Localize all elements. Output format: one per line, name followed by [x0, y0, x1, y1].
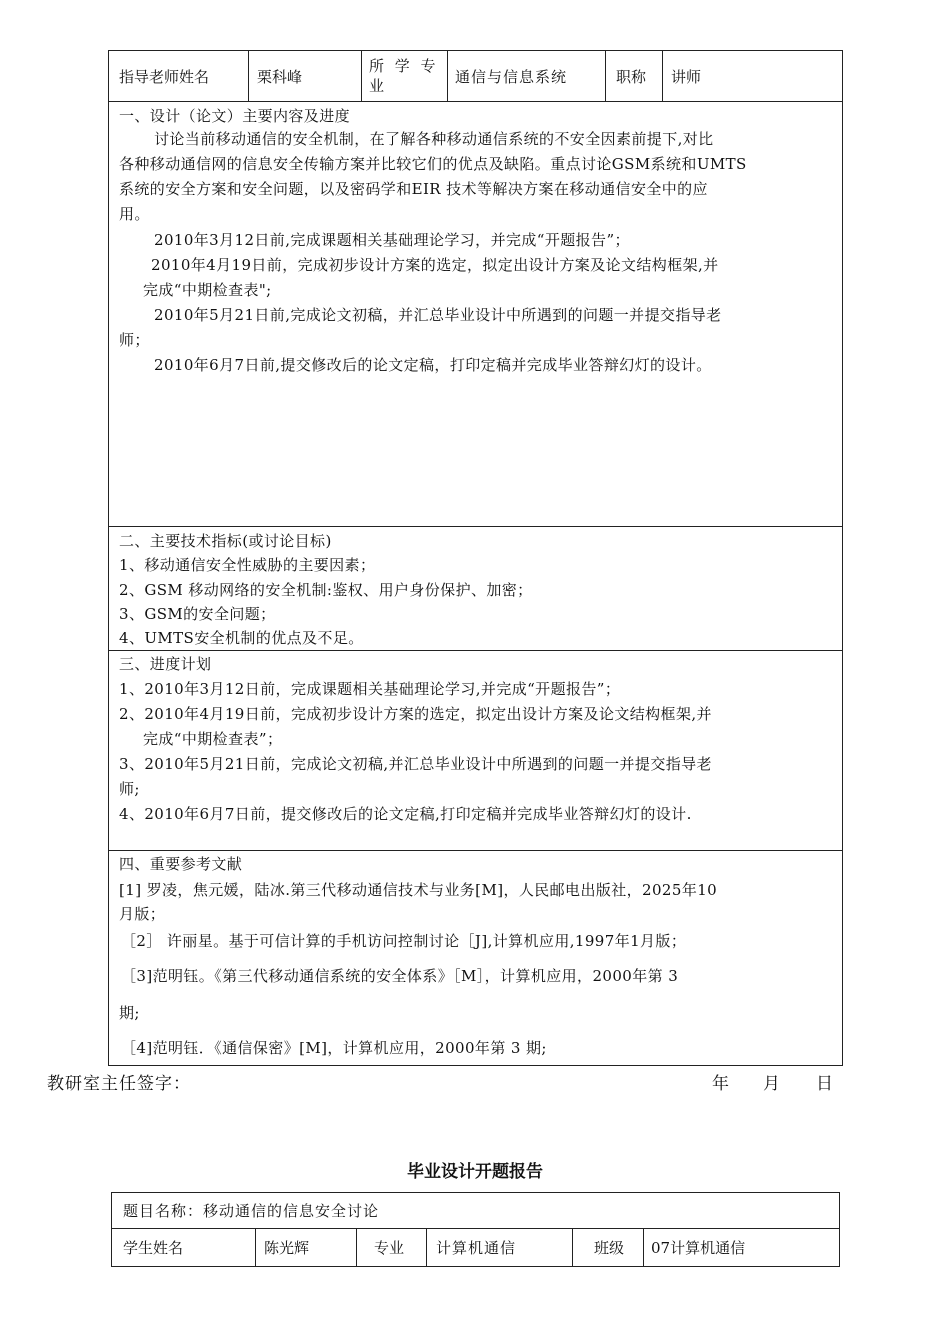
student-value: 陈光辉: [264, 1239, 310, 1257]
student-label: 学生姓名: [123, 1239, 184, 1257]
student-major-value: 计算机通信: [436, 1239, 517, 1257]
advisor-label: 指导老师姓名: [119, 67, 210, 86]
section2-line: 4、UMTS安全机制的优点及不足。: [119, 629, 364, 647]
section-schedule: [109, 651, 842, 851]
major-label-line2: 业: [369, 77, 385, 95]
section1-line: 各种移动通信网的信息安全传输方案并比较它们的优点及缺陷。重点讨论GSM系统和UMTS: [119, 155, 747, 173]
section1-line: 2010年3月12日前,完成课题相关基础理论学习，并完成“开题报告”；: [154, 231, 630, 249]
major-label: [369, 51, 445, 101]
section3-line: 完成“中期检查表”；: [143, 730, 283, 748]
advisor-form-table: [108, 50, 843, 1066]
director-signature-label: 教研室主任签字：: [47, 1074, 191, 1094]
section1-line: 2010年4月19日前，完成初步设计方案的选定，拟定出设计方案及论文结构框架,并: [151, 256, 719, 274]
section-tech-targets: [109, 527, 842, 651]
class-label: 班级: [594, 1239, 625, 1257]
reference-item: ［4]范明钰．《通信保密》[M]，计算机应用，2000年第 3 期;: [121, 1039, 547, 1057]
section2-line: 1、移动通信安全性威胁的主要因素；: [119, 556, 376, 574]
report-title: 毕业设计开题报告: [407, 1162, 543, 1182]
signature-month: 月: [763, 1074, 780, 1094]
title-label: 职称: [616, 67, 647, 86]
section3-line: 1、2010年3月12日前，完成课题相关基础理论学习,并完成“开题报告”；: [119, 680, 621, 698]
advisor-name: 栗科峰: [257, 67, 303, 86]
section2-heading: 二、主要技术指标(或讨论目标): [119, 532, 332, 550]
reference-item: 期;: [119, 1004, 140, 1022]
major-value: 通信与信息系统: [455, 67, 568, 86]
reference-item: 月版；: [119, 905, 166, 923]
topic-label: 题目名称：: [123, 1202, 204, 1220]
section2-line: 2、GSM 移动网络的安全机制:鉴权、用户身份保护、加密；: [119, 581, 533, 599]
major-label-line1: 所 学 专: [369, 57, 439, 75]
section-content-progress: [109, 101, 842, 527]
reference-item: ［2］ 许丽星。基于可信计算的手机访问控制讨论［J],计算机应用,1997年1月版；: [121, 932, 687, 950]
signature-day: 日: [816, 1074, 833, 1094]
class-value: 07计算机通信: [651, 1239, 746, 1257]
section1-line: 用。: [119, 205, 150, 223]
section3-heading: 三、进度计划: [119, 655, 212, 673]
section1-heading: 一、设计（论文）主要内容及进度: [119, 107, 351, 125]
section3-line: 师;: [119, 780, 140, 798]
section-references: [109, 851, 842, 1067]
section1-line: 2010年5月21日前,完成论文初稿，并汇总毕业设计中所遇到的问题一并提交指导老: [154, 306, 722, 324]
reference-item: ［3]范明钰。《第三代移动通信系统的安全体系》［M］，计算机应用，2000年第 3: [121, 967, 679, 985]
topic-row: [112, 1193, 839, 1229]
topic-value: 移动通信的信息安全讨论: [203, 1202, 380, 1220]
section1-line: 系统的安全方案和安全问题，以及密码学和EIR 技术等解决方案在移动通信安全中的应: [119, 180, 708, 198]
report-info-table: [111, 1192, 840, 1267]
section1-line: 2010年6月7日前,提交修改后的论文定稿，打印定稿并完成毕业答辩幻灯的设计。: [154, 356, 712, 374]
advisor-header-row: [109, 51, 842, 102]
section1-line: 师；: [119, 331, 150, 349]
section2-line: 3、GSM的安全问题；: [119, 605, 276, 623]
title-value: 讲师: [671, 67, 702, 86]
section3-line: 3、2010年5月21日前，完成论文初稿,并汇总毕业设计中所遇到的问题一并提交指导老: [119, 755, 712, 773]
reference-item: [1] 罗凌，焦元媛，陆冰.第三代移动通信技术与业务[M]，人民邮电出版社，2025年10: [119, 881, 718, 899]
signature-year: 年: [712, 1074, 729, 1094]
section1-line: 完成“中期检查表";: [143, 281, 272, 299]
section3-line: 4、2010年6月7日前，提交修改后的论文定稿,打印定稿并完成毕业答辩幻灯的设计.: [119, 805, 692, 823]
section1-line: 讨论当前移动通信的安全机制，在了解各种移动通信系统的不安全因素前提下,对比: [154, 130, 714, 148]
student-major-label: 专业: [374, 1239, 405, 1257]
section3-line: 2、2010年4月19日前，完成初步设计方案的选定，拟定出设计方案及论文结构框架,并: [119, 705, 712, 723]
section4-heading: 四、重要参考文献: [119, 855, 243, 873]
